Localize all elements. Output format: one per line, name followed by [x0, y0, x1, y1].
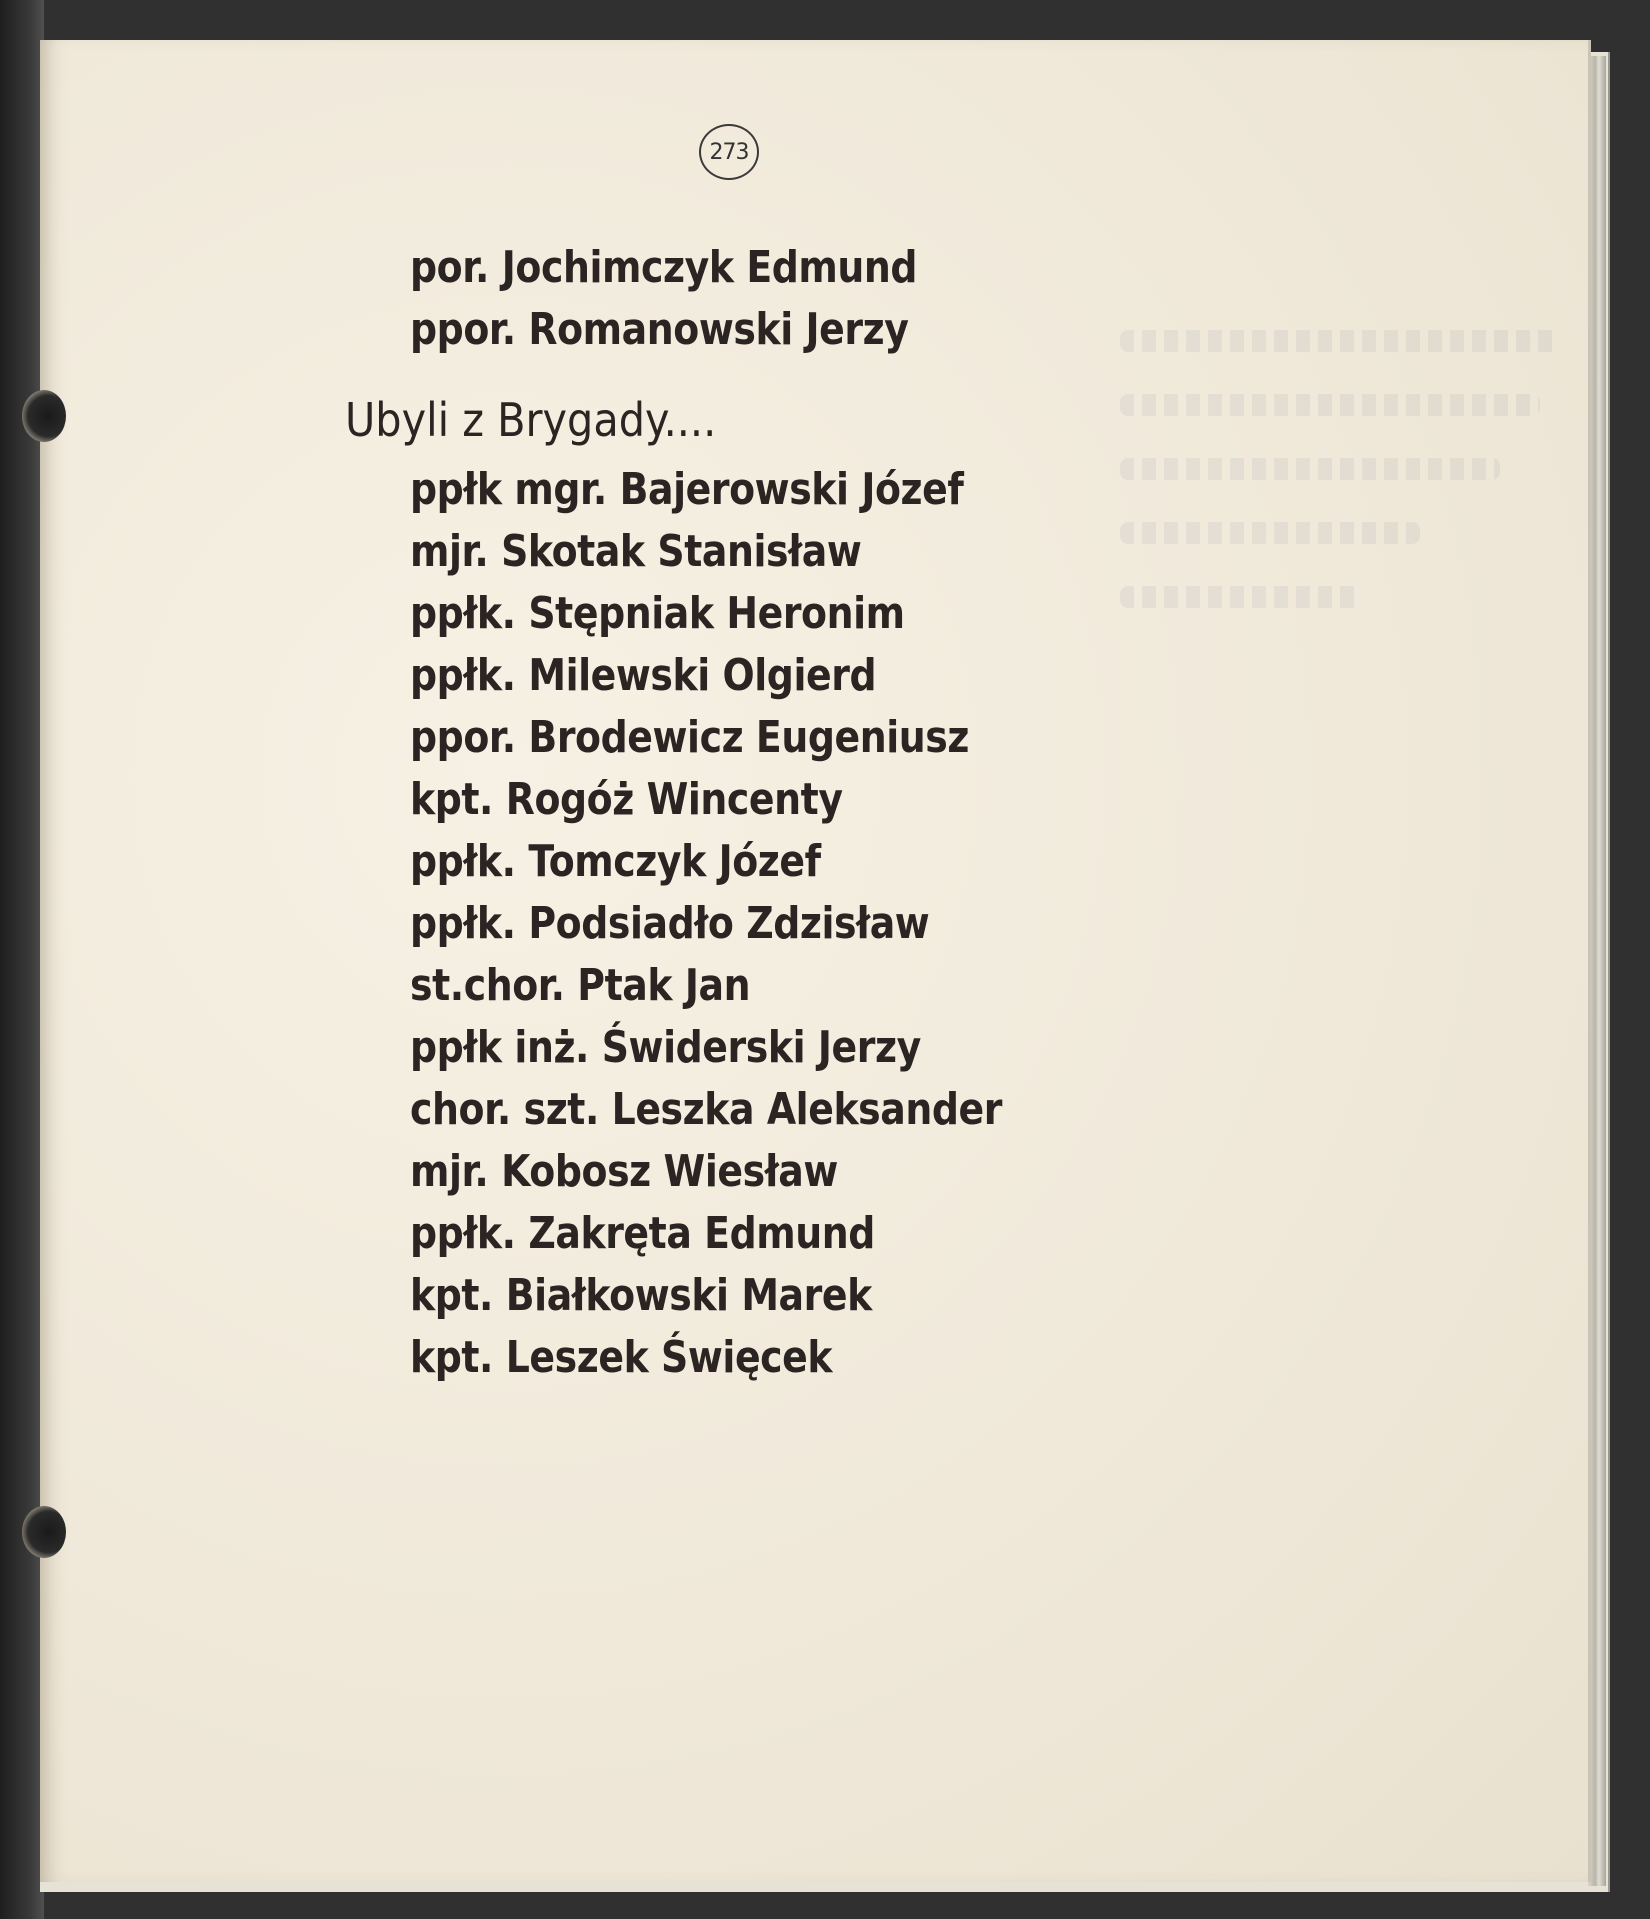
- roster-entry: mjr. Kobosz Wiesław: [410, 1146, 838, 1197]
- roster-entry: ppłk mgr. Bajerowski Józef: [410, 464, 964, 515]
- roster-entry: mjr. Skotak Stanisław: [410, 526, 862, 577]
- roster-entry: kpt. Białkowski Marek: [410, 1270, 872, 1321]
- roster-entry: ppłk. Tomczyk Józef: [410, 836, 821, 887]
- page-number: 273: [699, 124, 759, 180]
- roster-entry: st.chor. Ptak Jan: [410, 960, 751, 1011]
- roster-entry: ppłk. Milewski Olgierd: [410, 650, 877, 701]
- roster-entry: ppor. Brodewicz Eugeniusz: [410, 712, 969, 763]
- section-heading: Ubyli z Brygady....: [345, 393, 717, 447]
- roster-entry: ppor. Romanowski Jerzy: [410, 304, 909, 355]
- roster-entry: chor. szt. Leszka Aleksander: [410, 1084, 1003, 1135]
- roster-entry: ppłk. Stępniak Heronim: [410, 588, 905, 639]
- roster-entry: ppłk inż. Świderski Jerzy: [410, 1022, 921, 1073]
- roster-entry: ppłk. Zakręta Edmund: [410, 1208, 875, 1259]
- roster-entry: kpt. Leszek Święcek: [410, 1332, 833, 1383]
- roster-entry: ppłk. Podsiadło Zdzisław: [410, 898, 930, 949]
- roster-entry: kpt. Rogóż Wincenty: [410, 774, 843, 825]
- roster-entry: por. Jochimczyk Edmund: [410, 242, 918, 293]
